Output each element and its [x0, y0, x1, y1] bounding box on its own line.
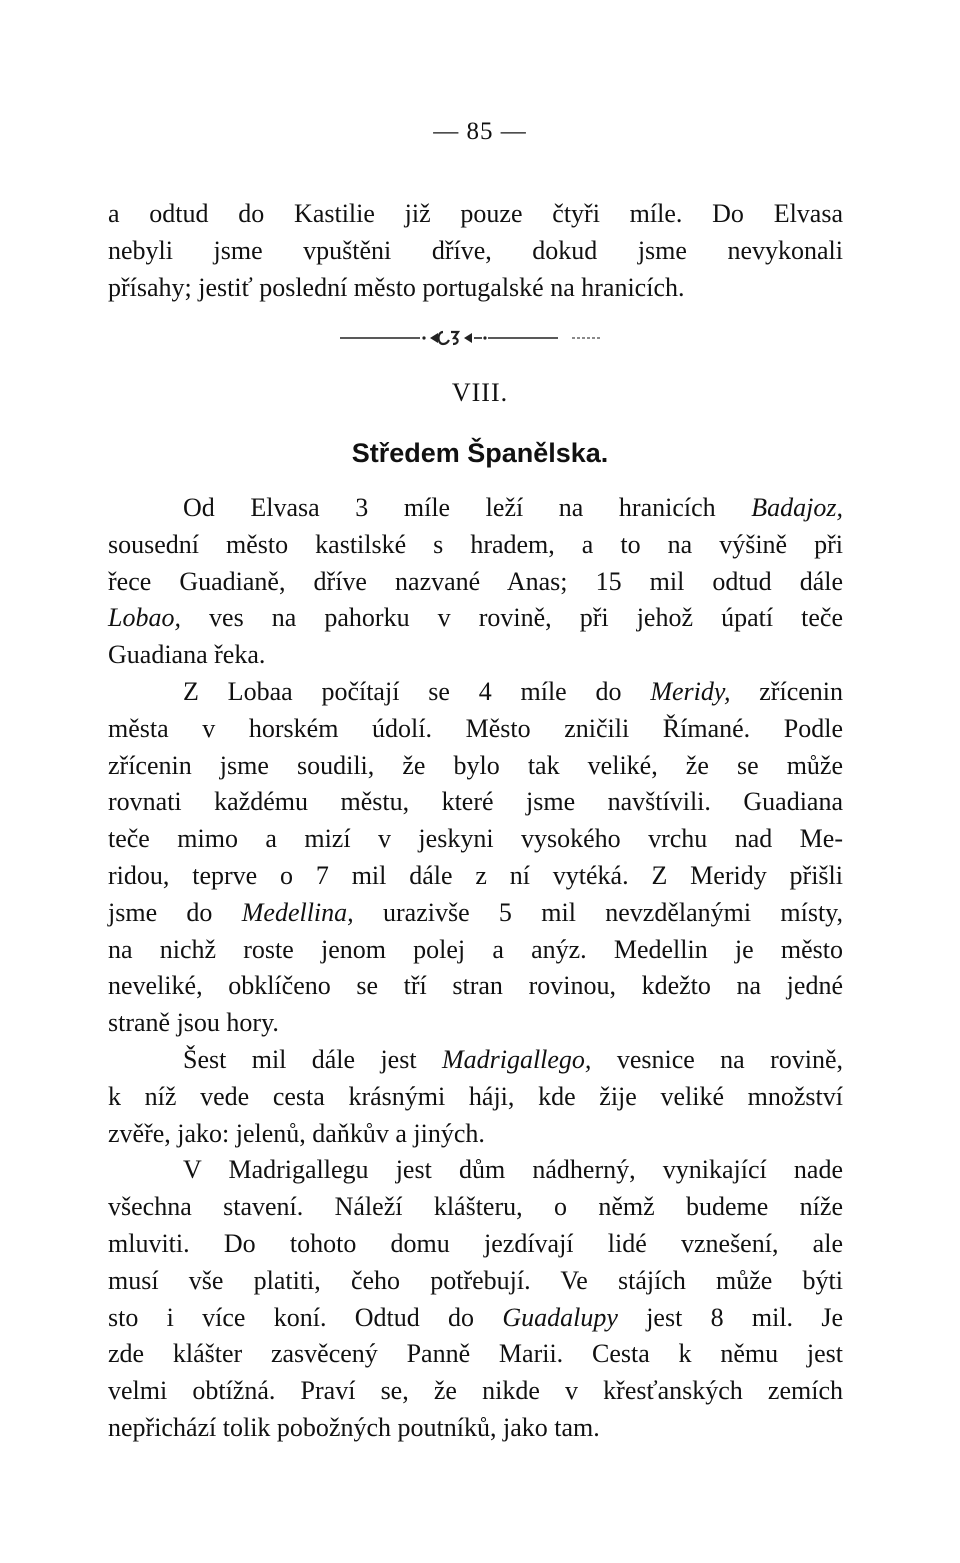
place-name: Badajoz, — [751, 493, 843, 522]
place-name: Guadalupy — [502, 1302, 618, 1332]
text-line: ridou, teprve o 7 mil dále z ní vytéká. Z Meridy přišli — [108, 860, 843, 890]
place-name: Medellina, — [241, 897, 354, 927]
text-line: a odtud do Kastilie již pouze čtyři míle. Do Elvasa — [108, 199, 843, 228]
text-line: města v horském údolí. Město zničili Římané. Podle — [108, 713, 843, 743]
page-number: — 85 — — [433, 118, 527, 145]
text-line: rovnati každému městu, které jsme navštívili. Guadiana — [108, 787, 843, 817]
text-line: na nichž roste jenom polej a anýz. Medellin je město — [108, 934, 843, 964]
text-line: jsme do Medellina, urazivše 5 mil nevzdělanými místy, — [108, 897, 843, 927]
text-line: V Madrigallegu jest dům nádherný, vynikající nade — [183, 1155, 843, 1185]
text-line: zřícenin jsme soudili, že bylo tak veliké, že se může — [108, 750, 843, 780]
text-line: teče mimo a mizí v jeskyni vysokého vrchu nad Me- — [108, 824, 843, 854]
text-line: straně jsou hory. — [108, 1008, 279, 1038]
text-line: nebyli jsme vpuštěni dříve, dokud jsme nevykonali — [108, 235, 843, 265]
text-line: nepřichází tolik pobožných poutníků, jako tam. — [108, 1412, 600, 1442]
place-name: Lobao, — [108, 603, 181, 633]
text-line: Lobao, ves na pahorku v rovině, při jehož úpatí teče — [108, 603, 843, 633]
text-line: k níž vede cesta krásnými háji, kde žije veliké množství — [108, 1081, 843, 1111]
text-line: sto i více koní. Odtud do Guadalupy jest 8 mil. Je — [108, 1302, 844, 1332]
chapter-title: Středem Španělska. — [351, 438, 609, 468]
text-line: mluviti. Do tohoto domu jezdívají lidé vznešení, ale — [108, 1228, 843, 1258]
text-line: Od Elvasa 3 míle leží na hranicích Badajoz, — [183, 493, 843, 522]
text-line: Šest mil dále jest Madrigallego, vesnice na rovině, — [183, 1044, 843, 1074]
section-divider-ornament — [340, 326, 630, 350]
text-line: musí vše platiti, čeho potřebují. Ve stájích může býti — [108, 1265, 843, 1295]
text-line: Guadiana řeka. — [108, 640, 266, 670]
text-line: sousední město kastilské s hradem, a to na výšině při — [108, 529, 843, 559]
text-line: velmi obtížná. Praví se, že nikde v křesťanských zemích — [108, 1376, 843, 1406]
text-line: Z Lobaa počítají se 4 míle do Meridy, zřícenin — [183, 676, 843, 706]
text-line: zvěře, jako: jelenů, daňkův a jiných. — [108, 1118, 485, 1148]
text-line: všechna stavení. Náleží klášteru, o němž budeme níže — [108, 1192, 843, 1222]
chapter-body — [108, 490, 843, 1447]
text-line: řece Guadianě, dříve nazvané Anas; 15 mil odtud dále — [108, 566, 843, 596]
text-line: neveliké, obklíčeno se tří stran rovinou, kdežto na jedné — [108, 971, 843, 1001]
text-line: přísahy; jestiť poslední město portugalské na hranicích. — [108, 272, 685, 302]
text-line: zde klášter zasvěcený Panně Marii. Cesta k němu jest — [108, 1339, 843, 1369]
place-name: Meridy, — [650, 676, 731, 706]
chapter-number: VIII. — [451, 378, 509, 407]
intro-paragraph — [108, 196, 843, 306]
place-name: Madrigallego, — [441, 1044, 592, 1074]
